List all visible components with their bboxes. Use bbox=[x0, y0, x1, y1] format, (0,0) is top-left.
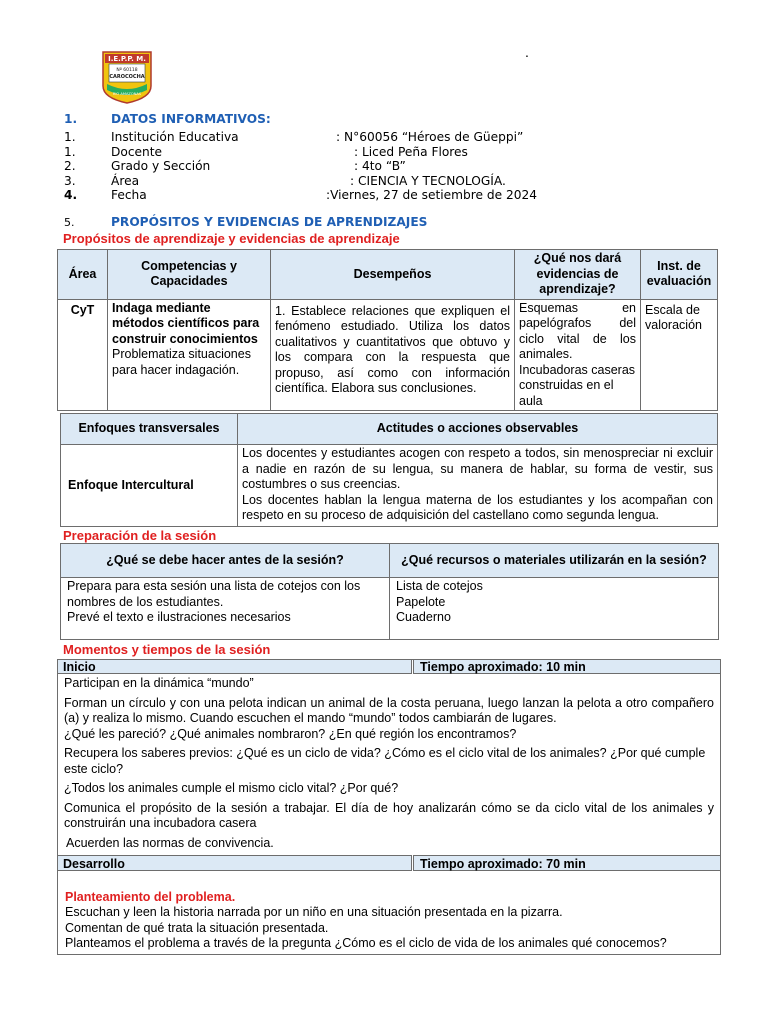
inicio-p3: ¿Qué les pareció? ¿Qué animales nombraron? ¿En qué región los encontramos? bbox=[64, 726, 517, 741]
info-value: : CIENCIA Y TECNOLOGÍA. bbox=[350, 173, 506, 188]
info-row bbox=[64, 188, 704, 203]
info-label: Fecha bbox=[111, 188, 147, 202]
info-row bbox=[64, 145, 704, 160]
area-cell: CyT bbox=[58, 299, 108, 411]
actitud-text: Los docentes y estudiantes acogen con respeto a todos, sin menospreciar ni excluir a nadie en razón de su lengua, su manera de hablar, su forma de vestir, sus costumbres o sus creencias. bbox=[242, 446, 713, 491]
logo-line1: I.E.P.P. M. bbox=[108, 55, 146, 63]
info-num: 1. bbox=[64, 144, 76, 159]
info-value: : 4to “B” bbox=[354, 159, 406, 173]
info-row bbox=[64, 130, 704, 145]
evidencia-cell bbox=[515, 299, 641, 411]
desarrollo-p3: Planteamos el problema a través de la pregunta ¿Cómo es el ciclo de vida de los animales qué conocemos? bbox=[65, 935, 667, 950]
competencias-table bbox=[57, 249, 718, 411]
desempeno-cell: 1. Establece relaciones que expliquen el fenómeno estudiado. Utiliza los datos cualitativos y cuantitativos que obtuvo y los compara con la respuesta que propuso, así como con información científica. Elabora sus conclusiones. bbox=[271, 299, 515, 411]
instrumento-cell: Escala de valoración bbox=[641, 299, 718, 411]
antes-text: Prevé el texto e ilustraciones necesarios bbox=[67, 610, 291, 624]
desarrollo-content bbox=[65, 890, 715, 951]
section1-number: 1. bbox=[64, 112, 78, 126]
header-desempenos: Desempeños bbox=[271, 250, 515, 300]
section5-number: 5. bbox=[64, 216, 75, 229]
inicio-content bbox=[64, 676, 714, 851]
desarrollo-time: Tiempo aproximado: 70 min bbox=[413, 855, 721, 871]
inicio-time: Tiempo aproximado: 10 min bbox=[413, 659, 721, 674]
competencia-text: Indaga mediante métodos científicos para construir conocimientos bbox=[112, 300, 260, 346]
antes-text: Prepara para esta sesión una lista de cotejos con los nombres de los estudiantes. bbox=[67, 579, 361, 609]
inicio-p4: Recupera los saberes previos: ¿Qué es un ciclo de vida? ¿Cómo es el ciclo vital de los animales? ¿Por qué cumple este ciclo? bbox=[64, 746, 706, 776]
competencia-cell bbox=[108, 299, 271, 411]
header-evidencias: ¿Qué nos dará evidencias de aprendizaje? bbox=[515, 250, 641, 300]
header-actitudes: Actitudes o acciones observables bbox=[238, 414, 718, 445]
info-value: : N°60056 “Héroes de Güeppi” bbox=[336, 130, 524, 144]
inicio-p1: Participan en la dinámica “mundo” bbox=[64, 676, 254, 690]
info-row bbox=[64, 174, 704, 189]
evidencia-text: Esquemas en papelógrafos del ciclo vital de los animales. bbox=[519, 300, 636, 361]
preparacion-table bbox=[60, 543, 719, 640]
inicio-p5: ¿Todos los animales cumple el mismo ciclo vital? ¿Por qué? bbox=[64, 781, 399, 795]
info-list bbox=[64, 130, 704, 203]
info-value: : Liced Peña Flores bbox=[354, 144, 468, 159]
header-instrumento: Inst. de evaluación bbox=[641, 250, 718, 300]
header-recursos: ¿Qué recursos o materiales utilizarán en la sesión? bbox=[390, 544, 719, 578]
info-label: Grado y Sección bbox=[111, 159, 211, 173]
enfoque-cell: Enfoque Intercultural bbox=[61, 445, 238, 527]
header-competencias: Competencias y Capacidades bbox=[108, 250, 271, 300]
capacidad-text: Problematiza situaciones para hacer indagación. bbox=[112, 347, 251, 377]
info-num: 2. bbox=[64, 159, 76, 173]
momentos-title: Momentos y tiempos de la sesión bbox=[63, 642, 271, 657]
inicio-p7: Acuerden las normas de convivencia. bbox=[66, 835, 274, 850]
recursos-cell bbox=[390, 578, 719, 640]
desarrollo-p1: Escuchan y leen la historia narrada por un niño en una situación presentada en la pizarra. bbox=[65, 905, 563, 920]
desarrollo-heading: Planteamiento del problema. bbox=[65, 890, 236, 904]
enfoques-table bbox=[60, 413, 718, 527]
preparacion-title: Preparación de la sesión bbox=[63, 528, 217, 543]
section5-title: PROPÓSITOS Y EVIDENCIAS DE APRENDIZAJES bbox=[111, 215, 428, 229]
inicio-label: Inicio bbox=[57, 659, 412, 674]
header-area: Área bbox=[58, 250, 108, 300]
desarrollo-label: Desarrollo bbox=[57, 855, 412, 871]
logo-line4: RIO AMAZONAS bbox=[112, 92, 142, 96]
inicio-p2: Forman un círculo y con una pelota indican un animal de la costa peruana, luego lanzan la pelota a otro compañero (a) y realiza lo mismo. Cuando escuchen el mando “mundo” todos cambiarán de lugares. bbox=[64, 695, 714, 725]
info-num: 4. bbox=[64, 188, 78, 202]
section1-title: DATOS INFORMATIVOS: bbox=[111, 112, 271, 126]
logo-line2: Nº 60118 bbox=[116, 68, 138, 73]
info-row bbox=[64, 159, 704, 174]
top-dot: . bbox=[525, 44, 529, 60]
momentos-box bbox=[57, 659, 721, 955]
actitudes-cell bbox=[238, 445, 718, 527]
info-num: 3. bbox=[64, 173, 76, 188]
evidencia-text: Incubadoras caseras construidas en el aula bbox=[519, 362, 636, 408]
antes-cell bbox=[61, 578, 390, 640]
inicio-p6: Comunica el propósito de la sesión a trabajar. El día de hoy analizarán cómo se da ciclo vital de los animales y construirán una incubadora casera bbox=[64, 800, 714, 830]
logo-line3: CAROCOCHA bbox=[109, 74, 145, 80]
info-label: Docente bbox=[111, 144, 163, 159]
info-label: Área bbox=[111, 173, 140, 188]
info-value: :Viernes, 27 de setiembre de 2024 bbox=[326, 188, 538, 202]
school-logo bbox=[101, 50, 153, 104]
recurso-item: Cuaderno bbox=[396, 610, 451, 624]
actitud-text: Los docentes hablan la lengua materna de los estudiantes y los acompañan con respeto en su proceso de adquisición del castellano como segunda lengua. bbox=[242, 492, 713, 522]
recurso-item: Papelote bbox=[396, 594, 446, 609]
desarrollo-p2: Comentan de qué trata la situación presentada. bbox=[65, 920, 329, 935]
header-antes: ¿Qué se debe hacer antes de la sesión? bbox=[61, 544, 390, 578]
info-num: 1. bbox=[64, 130, 76, 144]
header-enfoques: Enfoques transversales bbox=[61, 414, 238, 445]
info-label: Institución Educativa bbox=[111, 130, 239, 144]
propositos-title: Propósitos de aprendizaje y evidencias de aprendizaje bbox=[63, 231, 400, 246]
recurso-item: Lista de cotejos bbox=[396, 579, 483, 593]
